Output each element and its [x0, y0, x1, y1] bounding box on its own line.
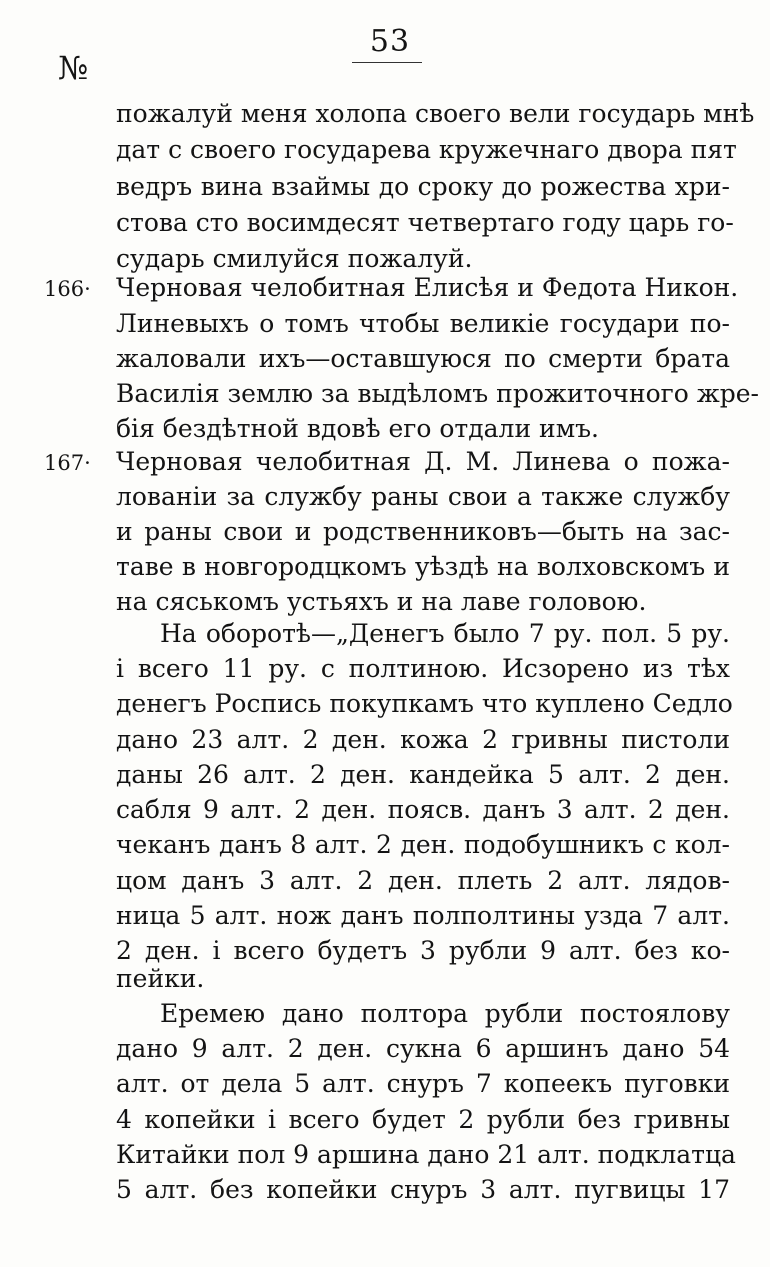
eremeyu-line: алт. от дела 5 алт. снуръ 7 копеекъ пуговки	[116, 1069, 730, 1098]
oborot-line: дано 23 алт. 2 ден. кожа 2 гривны пистоли	[116, 725, 730, 754]
page-number: 53	[369, 24, 411, 59]
entry-166-line: Василія землю за выдѣломъ прожиточного жре-	[116, 379, 760, 408]
oborot-line: ница 5 алт. нож данъ полполтины узда 7 алт.	[116, 901, 730, 930]
intro-line: дат с своего государева кружечнаго двора пят	[116, 135, 737, 164]
entry-167-line: таве в новгородцкомъ уѣздѣ на волховскомъ и	[116, 552, 730, 581]
eremeyu-line: 4 копейки і всего будет 2 рубли без гривны	[116, 1105, 730, 1134]
entry-167-line: на сяськомъ устьяхъ и на лаве головою.	[116, 587, 647, 616]
oborot-line: денегъ Роспись покупкамъ что куплено Седло	[116, 689, 733, 718]
entry-166-line: Линевыхъ о томъ чтобы великіе государи по-	[116, 309, 730, 338]
entry-166-line: жаловали ихъ—оставшуюся по смерти брата	[116, 344, 730, 373]
oborot-line: цом данъ 3 алт. 2 ден. плеть 2 алт. лядов-	[116, 866, 730, 895]
eremeyu-line: Китайки пол 9 аршина дано 21 алт. подклатца	[116, 1140, 736, 1169]
oborot-line: чеканъ данъ 8 алт. 2 ден. подобушникъ с кол-	[116, 830, 730, 859]
entry-167-line: Черновая челобитная Д. М. Линева о пожа-	[116, 447, 730, 476]
intro-line: пожалуй меня холопа своего вели государь мнѣ	[116, 99, 755, 128]
entry-167-line: и раны свои и родственниковъ—быть на зас-	[116, 517, 730, 546]
entry-167-line: лованіи за службу раны свои а также службу	[116, 482, 730, 511]
oborot-line: сабля 9 алт. 2 ден. поясв. данъ 3 алт. 2 ден.	[116, 795, 730, 824]
eremeyu-line: дано 9 алт. 2 ден. сукна 6 аршинъ дано 54	[116, 1034, 730, 1063]
entry-number-166: 166·	[44, 277, 91, 301]
eremeyu-line: Еремею дано полтора рубли постоялову	[160, 999, 730, 1028]
numero-sign: №	[58, 49, 89, 87]
page-number-rule	[352, 62, 422, 63]
oborot-line: 2 ден. і всего будетъ 3 рубли 9 алт. без ко-	[116, 936, 730, 965]
entry-166-line: Черновая челобитная Елисѣя и Федота Никон.	[116, 273, 739, 302]
entry-number-167: 167·	[44, 451, 91, 475]
oborot-line: На оборотѣ—„Денегъ было 7 ру. пол. 5 ру.	[160, 619, 730, 648]
intro-line: сударь смилуйся пожалуй.	[116, 244, 473, 273]
intro-line: стова сто восимдесят четвертаго году царь го-	[116, 208, 734, 237]
eremeyu-line: 5 алт. без копейки снуръ 3 алт. пугвицы 17	[116, 1175, 730, 1204]
oborot-line: даны 26 алт. 2 ден. кандейка 5 алт. 2 ден.	[116, 760, 730, 789]
oborot-line: і всего 11 ру. с полтиною. Исзорено из тѣх	[116, 654, 730, 683]
intro-line: ведръ вина взаймы до сроку до рожества хри-	[116, 172, 730, 201]
entry-166-line: бія бездѣтной вдовѣ его отдали имъ.	[116, 414, 600, 443]
oborot-line: пейки.	[116, 964, 205, 993]
